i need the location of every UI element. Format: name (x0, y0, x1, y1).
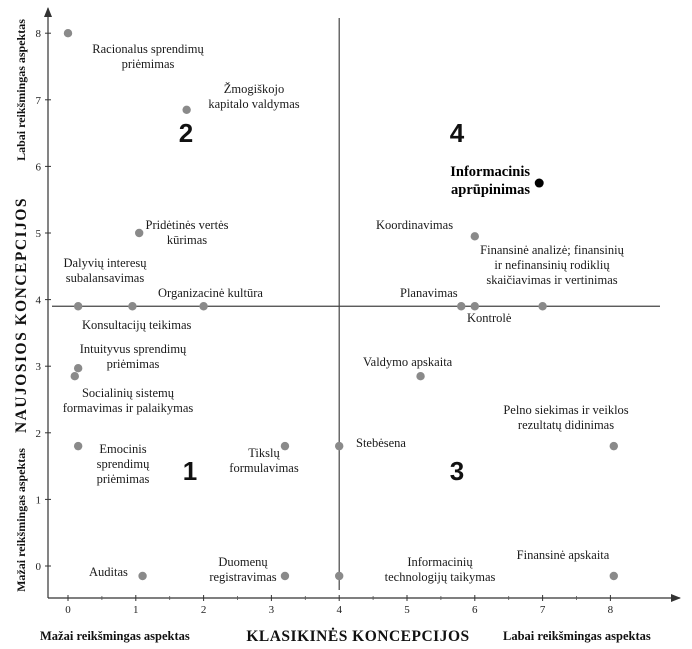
point-label-line: priėmimas (121, 57, 175, 71)
point-label (208, 82, 299, 111)
point-label-line: Pridėtinės vertės (145, 218, 229, 232)
point-label-line: Intuityvus sprendimų (79, 342, 187, 356)
y-high-label: Labai reikšmingas aspektas (14, 19, 28, 161)
point-label-line: kapitalo valdymas (208, 97, 300, 111)
data-point (538, 302, 546, 310)
data-point (74, 442, 82, 450)
y-ticks (36, 28, 52, 573)
point-label-line: formulavimas (229, 461, 299, 475)
quadrant-labels (179, 118, 465, 486)
point-label-line: Finansinė analizė; finansinių (480, 243, 624, 257)
data-point (199, 302, 207, 310)
point-label-line: Tikslų (248, 446, 280, 460)
point-label (400, 286, 458, 300)
data-point (64, 29, 72, 37)
y-low-label: Mažai reikšmingas aspektas (14, 448, 28, 592)
y-tick-label: 3 (35, 361, 41, 374)
point-label (80, 342, 187, 371)
point-label (146, 218, 229, 247)
point-label-line: Žmogiškojo (223, 82, 285, 96)
point-label (363, 355, 453, 369)
y-tick-label: 5 (35, 228, 41, 240)
data-point (471, 302, 479, 310)
y-tick-label: 1 (35, 494, 41, 507)
data-point (74, 302, 82, 310)
point-label-line: Informacinis (450, 164, 530, 180)
point-label-line: Stebėsena (356, 436, 406, 450)
point-label-line: rezultatų didinimas (517, 418, 615, 432)
point-label (89, 565, 128, 579)
x-tick-label: 4 (336, 604, 342, 616)
data-points (64, 29, 618, 580)
data-point (610, 572, 618, 580)
x-tick-label: 8 (607, 604, 614, 616)
x-low-label: Mažai reikšmingas aspektas (40, 629, 190, 643)
point-label (158, 286, 263, 300)
point-label-line: Racionalus sprendimų (92, 42, 204, 56)
data-point (135, 229, 143, 237)
quadrant-number-1: 1 (182, 456, 198, 486)
point-label (450, 164, 530, 198)
point-label (517, 548, 610, 562)
point-label-line: subalansavimas (65, 271, 145, 285)
data-point (535, 179, 544, 188)
x-high-label: Labai reikšmingas aspektas (503, 629, 651, 643)
axes (48, 8, 680, 598)
point-label-line: Organizacinė kultūra (158, 286, 263, 300)
y-tick-label: 8 (35, 28, 41, 41)
data-point (416, 372, 424, 380)
point-labels (63, 42, 629, 584)
x-tick-label: 3 (268, 604, 275, 616)
point-label-line: Kontrolė (467, 311, 512, 325)
point-label (480, 243, 624, 287)
data-point (471, 232, 479, 240)
y-axis-title: NAUJOSIOS KONCEPCIJOS (13, 196, 30, 434)
quadrant-number-3: 3 (449, 456, 465, 486)
point-label (92, 42, 204, 71)
x-tick-label: 1 (133, 604, 139, 616)
data-point (335, 442, 343, 450)
point-label (63, 386, 194, 415)
y-tick-label: 6 (35, 161, 41, 174)
data-point (71, 372, 79, 380)
point-label-line: Dalyvių interesų (63, 256, 147, 270)
point-label (356, 436, 406, 450)
data-point (182, 106, 190, 114)
point-label-line: Socialinių sistemų (81, 386, 175, 400)
point-label (467, 311, 512, 325)
point-label (376, 218, 453, 232)
point-label-line: Auditas (89, 565, 128, 579)
point-label (97, 442, 151, 486)
data-point (335, 572, 343, 580)
point-label-line: priėmimas (106, 357, 160, 371)
point-label-line: sprendimų (96, 457, 150, 471)
point-label-line: Pelno siekimas ir veiklos (503, 403, 629, 417)
y-tick-label: 7 (35, 94, 41, 107)
point-label-line: kūrimas (166, 233, 208, 247)
y-tick-label: 2 (35, 427, 41, 440)
point-label-line: Duomenų (218, 555, 268, 569)
point-label-line: Konsultacijų teikimas (82, 318, 192, 332)
data-point (138, 572, 146, 580)
point-label-line: registravimas (209, 570, 277, 584)
point-label-line: Finansinė apskaita (516, 548, 610, 562)
quadrant-number-4: 4 (449, 118, 465, 148)
quadrant-number-2: 2 (178, 118, 194, 148)
data-point (281, 572, 289, 580)
point-label-line: Informacinių (407, 555, 473, 569)
point-label-line: technologijų taikymas (384, 570, 496, 584)
point-label-line: aprūpinimas (451, 182, 530, 198)
y-tick-label: 0 (35, 561, 41, 573)
point-label (209, 555, 276, 584)
x-tick-label: 2 (200, 604, 207, 616)
x-tick-label: 5 (404, 604, 410, 616)
data-point (610, 442, 618, 450)
point-label-line: priėmimas (96, 472, 150, 486)
point-label (64, 256, 148, 285)
point-label (385, 555, 496, 584)
x-tick-label: 6 (472, 604, 478, 616)
data-point (457, 302, 465, 310)
x-axis-title: KLASIKINĖS KONCEPCIJOS (246, 628, 470, 645)
point-label-line: formavimas ir palaikymas (62, 401, 194, 415)
data-point (281, 442, 289, 450)
data-point (74, 364, 82, 372)
point-label-line: ir nefinansinių rodiklių (494, 258, 610, 272)
quadrant-dividers (52, 18, 660, 590)
point-label-line: Koordinavimas (376, 218, 454, 232)
x-tick-label: 0 (65, 604, 71, 616)
point-label (503, 403, 628, 432)
point-label-line: Emocinis (99, 442, 147, 456)
x-tick-label: 7 (539, 604, 546, 616)
point-label-line: skaičiavimas ir vertinimas (486, 273, 618, 287)
point-label (229, 446, 299, 475)
point-label-line: Valdymo apskaita (363, 355, 453, 369)
point-label (82, 318, 191, 332)
y-tick-label: 4 (35, 294, 41, 307)
point-label-line: Planavimas (400, 286, 458, 300)
data-point (128, 302, 136, 310)
